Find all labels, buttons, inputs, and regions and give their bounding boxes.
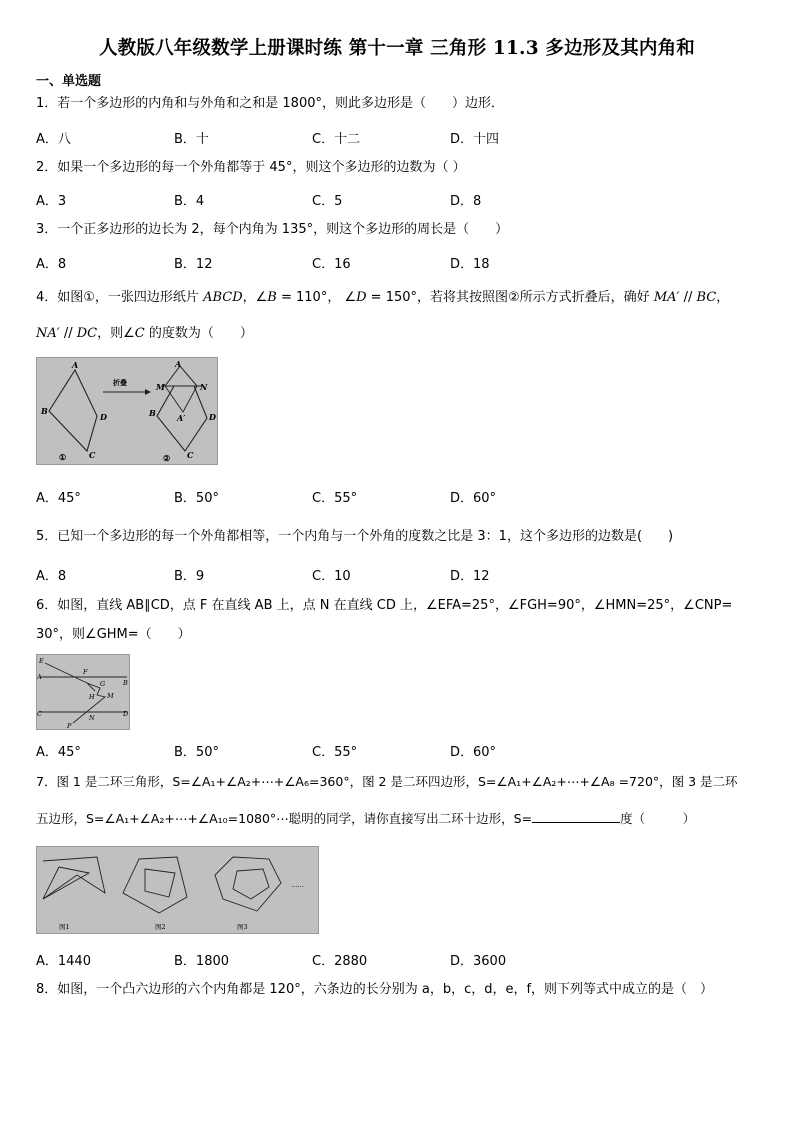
question-6-option-a[interactable]: A．45°: [36, 745, 81, 760]
q4-math: C: [134, 326, 145, 341]
question-7-stem-line1: 7．图 1 是二环三角形，S=∠A₁+∠A₂+⋯+∠A₆=360°，图 2 是二环四边形，S=∠A₁+∠A₂+⋯+∠A₈ =720°，图 3 是二环: [36, 774, 738, 789]
q4-math: BC: [696, 290, 717, 305]
question-3-option-b[interactable]: B．12: [174, 257, 213, 272]
question-3-option-a[interactable]: A．8: [36, 257, 67, 272]
q6-label: C: [37, 710, 42, 718]
q7-caption: 图2: [155, 923, 166, 931]
q6-label: A: [37, 673, 42, 681]
q6-label: G: [100, 680, 106, 688]
q4-label: ②: [163, 453, 171, 463]
q4-math: D: [356, 290, 367, 305]
q4-label: D: [100, 412, 107, 422]
q4-label: N: [200, 382, 208, 392]
q4-label: C: [89, 450, 96, 460]
q7-ring-quad-inner: [145, 869, 175, 897]
q4-text: //: [679, 290, 697, 305]
question-2-option-c[interactable]: C．5: [312, 194, 343, 209]
question-2-option-a[interactable]: A．3: [36, 194, 67, 209]
question-1-option-c[interactable]: C．十二: [312, 132, 361, 147]
q4-text: ，: [716, 290, 730, 305]
question-4-stem-line2: [36, 324, 253, 344]
q6-label: P: [67, 722, 72, 729]
q4-text: 的度数为（ ）: [144, 326, 253, 341]
q4-label: B: [41, 406, 48, 416]
q4-fold-arrow-head: [145, 389, 151, 395]
q6-label: E: [39, 657, 44, 665]
question-3-option-c[interactable]: C．16: [312, 257, 351, 272]
question-3-option-d[interactable]: D．18: [450, 257, 490, 272]
q7-caption: 图1: [59, 923, 70, 931]
q4-math: B: [267, 290, 277, 305]
question-8-stem: 8．如图，一个凸六边形的六个内角都是 120°，六条边的长分别为 a，b，c，d，e，f，则下列等式中成立的是（ ）: [36, 982, 714, 997]
q4-math: MA′: [653, 290, 680, 305]
question-5-option-d[interactable]: D．12: [450, 569, 490, 584]
q6-zigzag: [45, 663, 105, 723]
question-4-option-d[interactable]: D．60°: [450, 491, 497, 506]
question-2-stem: 2．如果一个多边形的每一个外角都等于 45°，则这个多边形的边数为（ ）: [36, 160, 466, 175]
q4-label: A: [175, 359, 182, 369]
q6-label: B: [123, 679, 128, 687]
q6-label: M: [107, 692, 114, 700]
q6-label: D: [123, 710, 129, 718]
question-7-option-d[interactable]: D．3600: [450, 954, 507, 969]
question-5-stem: 5．已知一个多边形的每一个外角都相等，一个内角与一个外角的度数之比是 3：1，这个多边形的边数是( ): [36, 529, 674, 544]
q4-label: D: [209, 412, 216, 422]
q4-fold-flap: [165, 386, 197, 412]
question-3-stem: 3．一个正多边形的边长为 2，每个内角为 135°，则这个多边形的周长是（ ）: [36, 222, 509, 237]
question-7-option-a[interactable]: A．1440: [36, 954, 91, 969]
q4-label: B: [149, 408, 156, 418]
answer-blank[interactable]: [532, 808, 620, 823]
q4-label: A: [72, 360, 79, 370]
q6-label: N: [89, 714, 95, 722]
q4-text: //: [59, 326, 77, 341]
question-6-stem-line2: 30°，则∠GHM=（ ）: [36, 627, 191, 642]
question-1-option-a[interactable]: A．八: [36, 132, 71, 147]
q7-caption: 图3: [237, 923, 248, 931]
q7-text: 度（ ）: [620, 811, 696, 826]
question-1-stem: 1．若一个多边形的内角和与外角和之和是 1800°，则此多边形是（ ）边形．: [36, 96, 504, 111]
q4-fold-top: [165, 366, 197, 386]
section-heading: 一、单选题: [36, 74, 102, 89]
question-5-option-c[interactable]: C．10: [312, 569, 351, 584]
q7-ring-pent-outer: [215, 857, 281, 911]
q7-text: 五边形，S=∠A₁+∠A₂+⋯+∠A₁₀=1080°⋯聪明的同学，请你直接写出二环十边形，S=: [36, 811, 533, 826]
question-4-stem-line1: [36, 288, 729, 308]
question-6-option-b[interactable]: B．50°: [174, 745, 219, 760]
q4-text: 4．如图①，一张四边形纸片: [36, 290, 204, 305]
question-4-option-a[interactable]: A．45°: [36, 491, 81, 506]
question-6-option-c[interactable]: C．55°: [312, 745, 358, 760]
page-title: 人教版八年级数学上册课时练 第十一章 三角形 11.3 多边形及其内角和: [98, 38, 696, 59]
q4-text: ，∠: [242, 290, 268, 305]
question-4-option-c[interactable]: C．55°: [312, 491, 358, 506]
question-5-option-b[interactable]: B．9: [174, 569, 205, 584]
question-2-option-d[interactable]: D．8: [450, 194, 482, 209]
q4-label: C: [187, 450, 194, 460]
q4-text: = 150°，若将其按照图②所示方式折叠后，确好: [366, 290, 654, 305]
q4-math: DC: [76, 326, 98, 341]
q4-label: 折叠: [113, 378, 127, 387]
question-6-option-d[interactable]: D．60°: [450, 745, 497, 760]
question-5-option-a[interactable]: A．8: [36, 569, 67, 584]
q4-math: ABCD: [203, 290, 243, 305]
question-7-stem-line2: [36, 808, 695, 829]
question-7-option-c[interactable]: C．2880: [312, 954, 368, 969]
q7-ring-triangle: [43, 857, 105, 899]
q4-text: ，则∠: [97, 326, 135, 341]
q4-math: NA′: [36, 326, 60, 341]
q4-label: A′: [177, 413, 186, 423]
question-7-figure: [36, 846, 319, 934]
q4-text: = 110°， ∠: [276, 290, 357, 305]
question-7-option-b[interactable]: B．1800: [174, 954, 230, 969]
question-4-option-b[interactable]: B．50°: [174, 491, 219, 506]
question-4-figure: [36, 357, 218, 465]
question-2-option-b[interactable]: B．4: [174, 194, 205, 209]
q7-ring-pent-inner: [233, 869, 269, 899]
q4-label: ①: [59, 452, 67, 462]
question-6-stem-line1: 6．如图，直线 AB∥CD，点 F 在直线 AB 上，点 N 在直线 CD 上，∠EFA=25°，∠FGH=90°，∠HMN=25°，∠CNP=: [36, 598, 733, 613]
q6-label: H: [89, 693, 95, 701]
q4-quad-abcd: [49, 370, 97, 451]
q7-ellipsis: ……: [291, 881, 304, 889]
q7-ring-quad-outer: [123, 857, 187, 913]
question-1-option-d[interactable]: D．十四: [450, 132, 500, 147]
q4-label: M: [156, 382, 165, 392]
question-1-option-b[interactable]: B．十: [174, 132, 209, 147]
q6-label: F: [83, 668, 88, 676]
question-6-figure: [36, 654, 130, 730]
